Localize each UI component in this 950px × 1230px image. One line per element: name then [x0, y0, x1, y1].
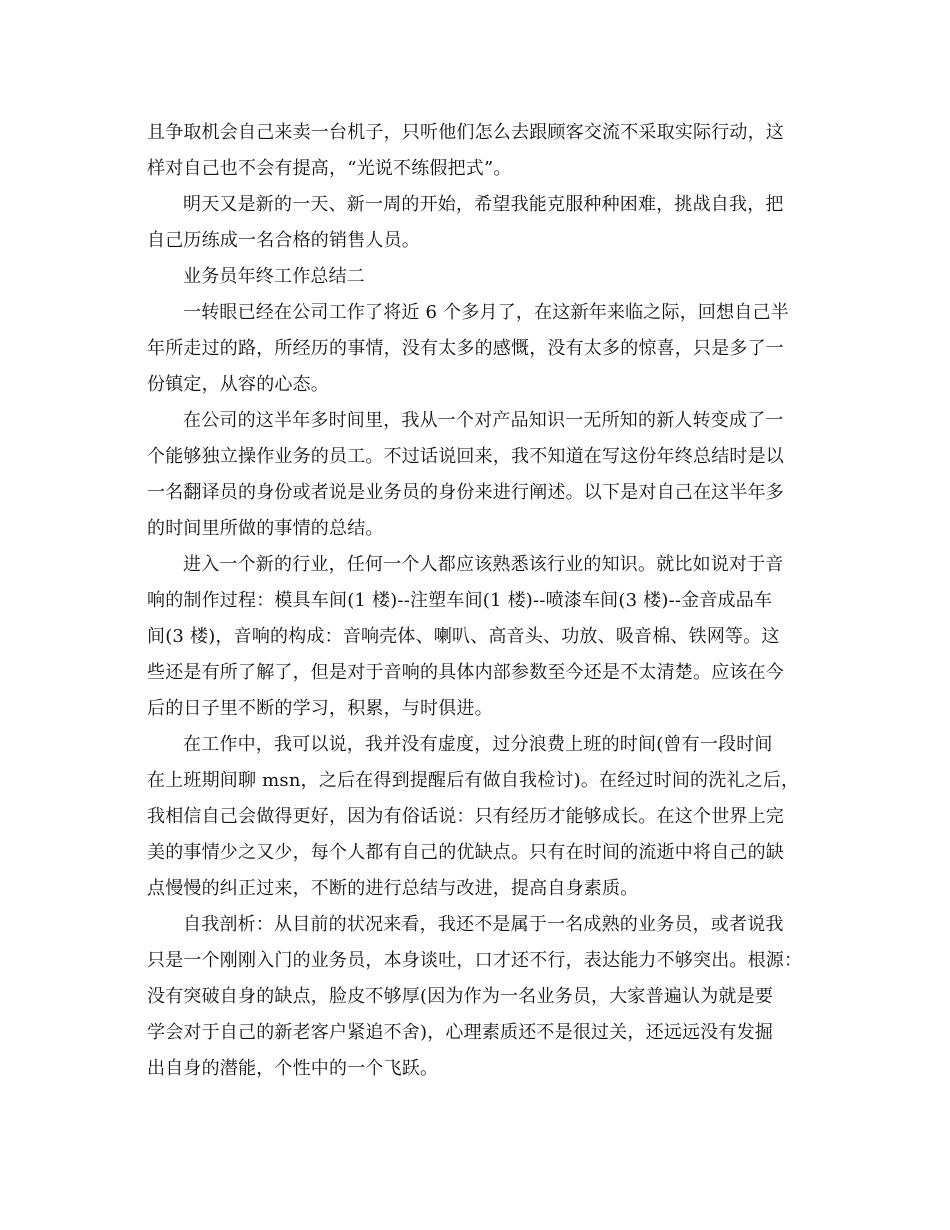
- text-line: 的时间里所做的事情的总结。: [147, 518, 384, 539]
- paragraph-first-line: 明天又是新的一天、新一周的开始，希望我能克服种种困难，挑战自我，把: [183, 194, 784, 215]
- section-heading: 业务员年终工作总结二: [183, 266, 365, 287]
- paragraph-first-line: 一转眼已经在公司工作了将近 6 个多月了，在这新年来临之际，回想自己半: [183, 302, 789, 323]
- text-line: 且争取机会自己来卖一台机子，只听他们怎么去跟顾客交流不采取实际行动，这: [147, 122, 784, 143]
- text-line: 一名翻译员的身份或者说是业务员的身份来进行阐述。以下是对自己在这半年多: [147, 482, 784, 503]
- paragraph-first-line: 在公司的这半年多时间里，我从一个对产品知识一无所知的新人转变成了一: [183, 410, 784, 431]
- text-line: 后的日子里不断的学习，积累，与时俱进。: [147, 698, 493, 719]
- text-line: 样对自己也不会有提高，“光说不练假把式”。: [147, 158, 512, 179]
- text-line: 学会对于自己的新老客户紧追不舍)，心理素质还不是很过关，还远远没有发掘: [147, 1022, 774, 1043]
- text-line: 在上班期间聊 msn，之后在得到提醒后有做自我检讨)。在经过时间的洗礼之后，: [147, 770, 800, 791]
- text-line: 间(3 楼)，音响的构成：音响壳体、喇叭、高音头、功放、吸音棉、铁网等。这: [147, 626, 780, 647]
- text-line: 出自身的潜能，个性中的一个飞跃。: [147, 1058, 439, 1079]
- text-line: 自己历练成一名合格的销售人员。: [147, 230, 420, 251]
- paragraph-first-line: 自我剖析：从目前的状况来看，我还不是属于一名成熟的业务员，或者说我: [183, 914, 784, 935]
- text-line: 只是一个刚刚入门的业务员，本身谈吐，口才还不行，表达能力不够突出。根源：: [147, 950, 803, 971]
- text-line: 美的事情少之又少，每个人都有自己的优缺点。只有在时间的流逝中将自己的缺: [147, 842, 784, 863]
- text-line: 没有突破自身的缺点，脸皮不够厚(因为作为一名业务员，大家普遍认为就是要: [147, 986, 774, 1007]
- text-line: 响的制作过程：模具车间(1 楼)--注塑车间(1 楼)--喷漆车间(3 楼)--金音成品车: [147, 590, 773, 611]
- paragraph-first-line: 进入一个新的行业，任何一个人都应该熟悉该行业的知识。就比如说对于音: [183, 554, 784, 575]
- text-line: 点慢慢的纠正过来，不断的进行总结与改进，提高自身素质。: [147, 878, 639, 899]
- text-line: 些还是有所了解了，但是对于音响的具体内部参数至今还是不太清楚。应该在今: [147, 662, 784, 683]
- paragraph-first-line: 在工作中，我可以说，我并没有虚度，过分浪费上班的时间(曾有一段时间: [183, 734, 773, 755]
- text-line: 我相信自己会做得更好，因为有俗话说：只有经历才能够成长。在这个世界上完: [147, 806, 784, 827]
- text-line: 个能够独立操作业务的员工。不过话说回来，我不知道在写这份年终总结时是以: [147, 446, 784, 467]
- text-line: 份镇定，从容的心态。: [147, 374, 329, 395]
- text-line: 年所走过的路，所经历的事情，没有太多的感慨，没有太多的惊喜，只是多了一: [147, 338, 784, 359]
